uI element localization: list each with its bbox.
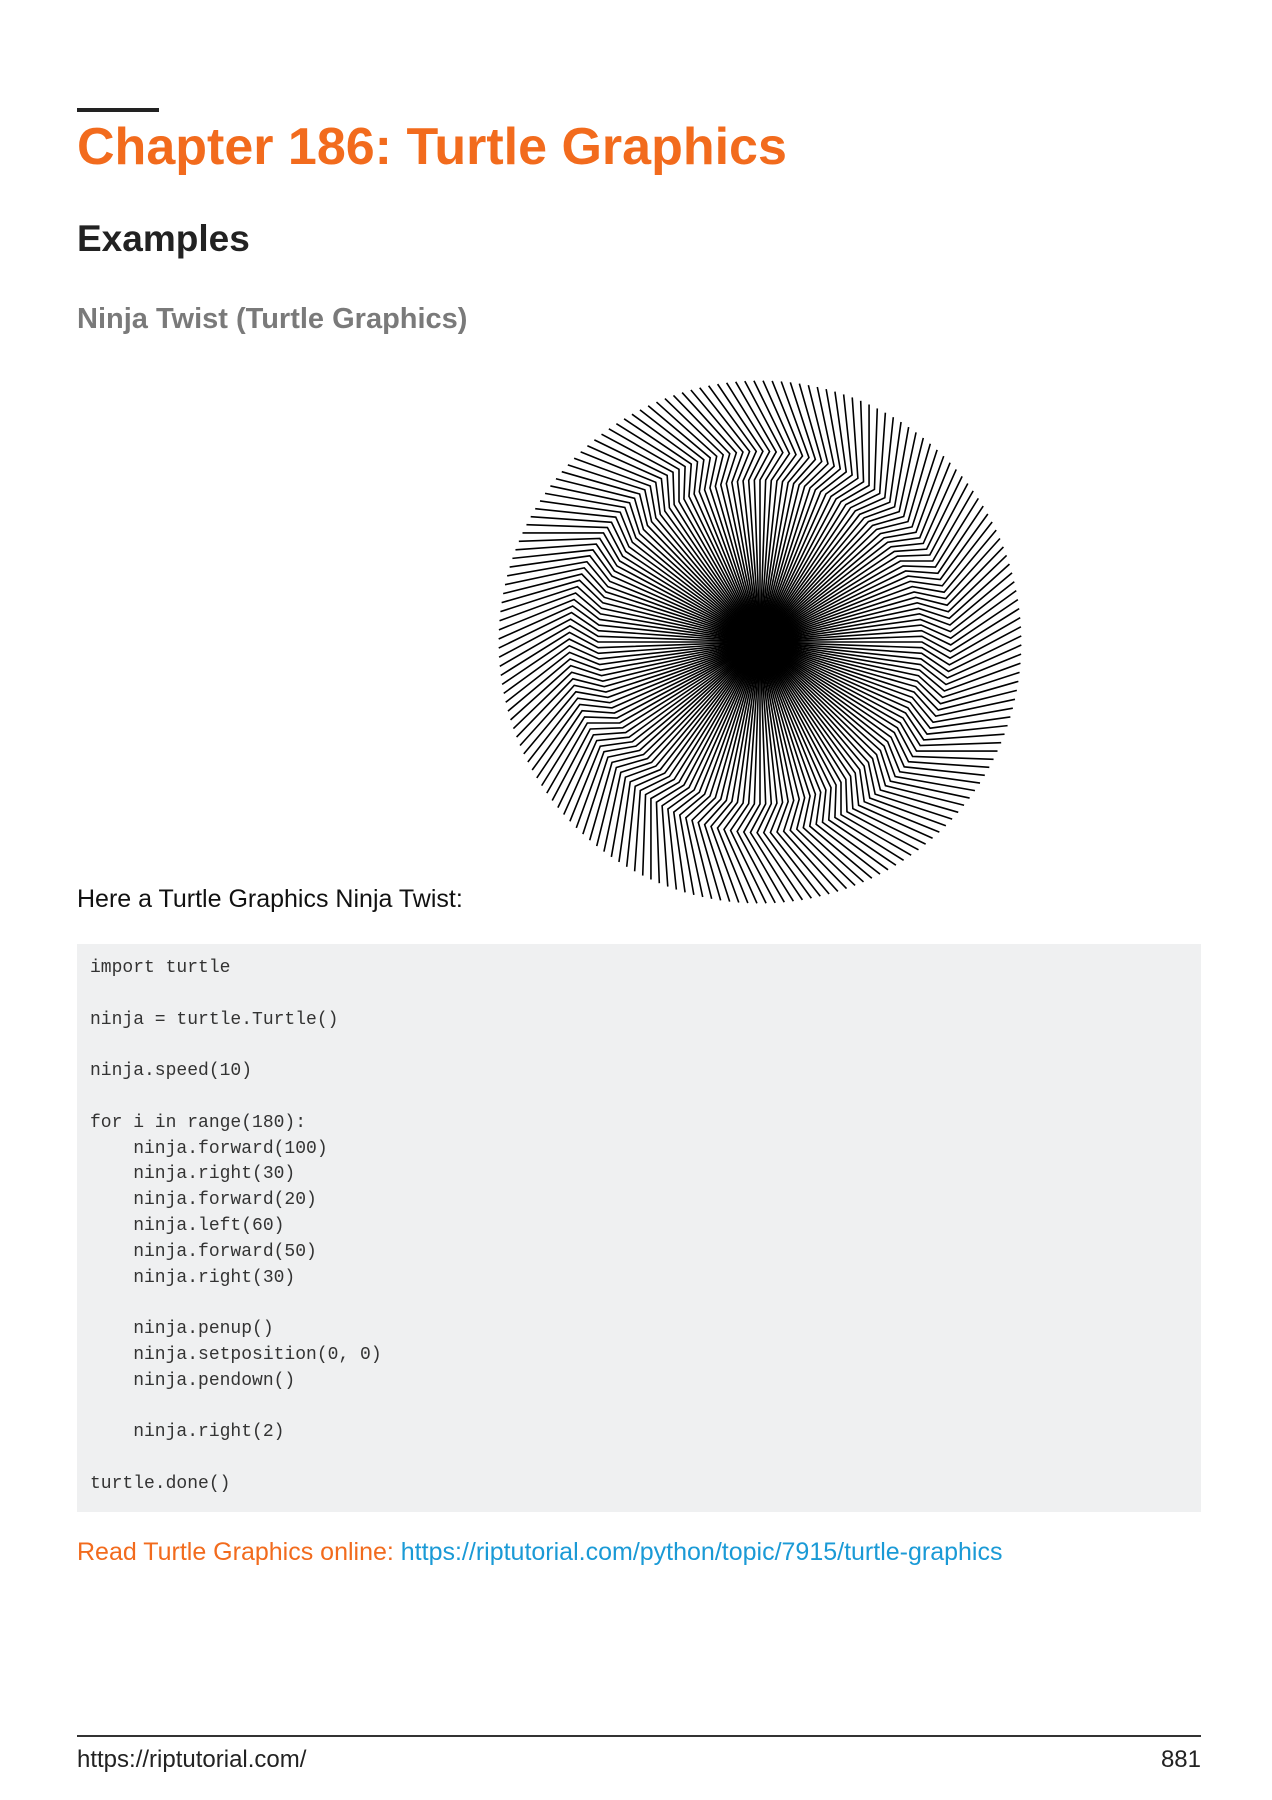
read-online-label: Read Turtle Graphics online:: [77, 1538, 401, 1566]
read-online-link[interactable]: https://riptutorial.com/python/topic/7915/turtle-graphics: [400, 1538, 1003, 1566]
section-heading: Examples: [77, 218, 250, 259]
chapter-title-rule: [77, 108, 159, 112]
footer-rule: [77, 1735, 1201, 1737]
example-title: Ninja Twist (Turtle Graphics): [77, 303, 468, 335]
example-intro: Here a Turtle Graphics Ninja Twist:: [77, 885, 463, 913]
code-block: import turtle ninja = turtle.Turtle() ninja.speed(10) for i in range(180): ninja.forward(100) ninja.right(30) ninja.forward(20) ninja.left(60) ninja.forward(50) ninja.right(30) ninja.penup() ninja.setposition(0, 0) ninja.pendown() ninja.right(2) turtle.done(): [77, 944, 1201, 1512]
page-number: 881: [1160, 1746, 1201, 1773]
read-online-line: [77, 1535, 1002, 1569]
footer-site-url: https://riptutorial.com/: [77, 1746, 307, 1773]
ninja-twist-figure: [490, 372, 1030, 912]
chapter-title: Chapter 186: Turtle Graphics: [77, 118, 787, 176]
turtle-ninja-twist-icon: [490, 372, 1030, 912]
